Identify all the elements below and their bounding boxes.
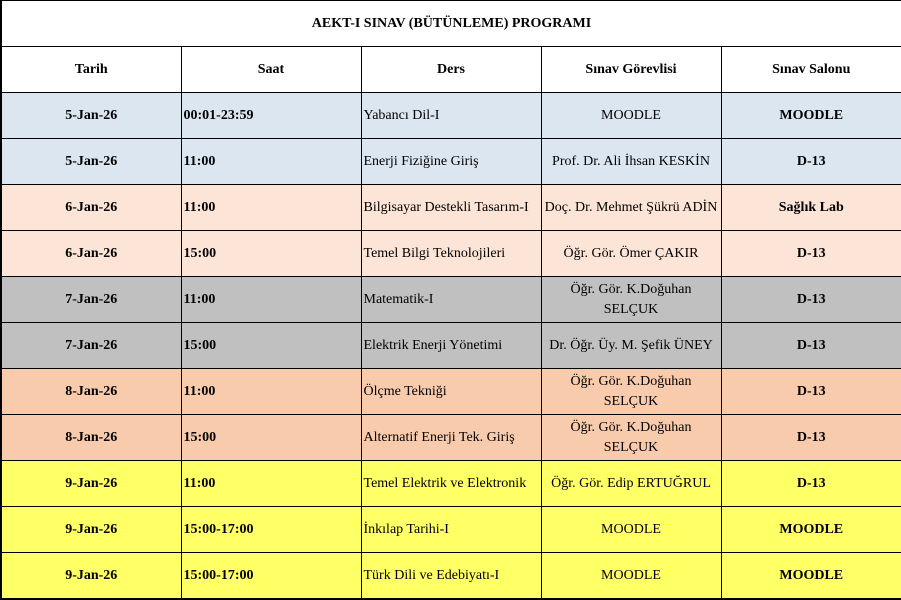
time-cell[interactable]: 11:00 xyxy=(181,185,361,231)
date-cell[interactable]: 9-Jan-26 xyxy=(1,553,181,600)
room-cell[interactable]: D-13 xyxy=(721,277,901,323)
room-cell[interactable]: MOODLE xyxy=(721,93,901,139)
header-date[interactable]: Tarih xyxy=(1,47,181,93)
course-cell[interactable]: Enerji Fiziğine Giriş xyxy=(361,139,541,185)
room-cell[interactable]: D-13 xyxy=(721,369,901,415)
time-cell[interactable]: 11:00 xyxy=(181,369,361,415)
date-cell[interactable]: 5-Jan-26 xyxy=(1,93,181,139)
time-cell[interactable]: 11:00 xyxy=(181,139,361,185)
proctor-cell[interactable]: Öğr. Gör. K.Doğuhan SELÇUK xyxy=(541,369,721,415)
time-cell[interactable]: 15:00 xyxy=(181,323,361,369)
proctor-cell[interactable]: Öğr. Gör. K.Doğuhan SELÇUK xyxy=(541,277,721,323)
proctor-cell[interactable]: Doç. Dr. Mehmet Şükrü ADİN xyxy=(541,185,721,231)
table-row xyxy=(1,185,901,231)
table-row xyxy=(1,507,901,553)
date-cell[interactable]: 5-Jan-26 xyxy=(1,139,181,185)
course-cell[interactable]: Temel Bilgi Teknolojileri xyxy=(361,231,541,277)
table-row xyxy=(1,461,901,507)
date-cell[interactable]: 8-Jan-26 xyxy=(1,415,181,461)
course-cell[interactable]: Temel Elektrik ve Elektronik xyxy=(361,461,541,507)
table-row xyxy=(1,139,901,185)
room-cell[interactable]: D-13 xyxy=(721,461,901,507)
proctor-cell[interactable]: Öğr. Gör. K.Doğuhan SELÇUK xyxy=(541,415,721,461)
room-cell[interactable]: D-13 xyxy=(721,323,901,369)
proctor-cell[interactable]: Dr. Öğr. Üy. M. Şefik ÜNEY xyxy=(541,323,721,369)
header-row xyxy=(1,47,901,93)
table-row xyxy=(1,369,901,415)
table-row xyxy=(1,93,901,139)
course-cell[interactable]: Türk Dili ve Edebiyatı-I xyxy=(361,553,541,600)
table-row xyxy=(1,277,901,323)
room-cell[interactable]: MOODLE xyxy=(721,507,901,553)
course-cell[interactable]: Matematik-I xyxy=(361,277,541,323)
time-cell[interactable]: 15:00-17:00 xyxy=(181,507,361,553)
proctor-cell[interactable]: MOODLE xyxy=(541,93,721,139)
room-cell[interactable]: Sağlık Lab xyxy=(721,185,901,231)
header-room[interactable]: Sınav Salonu xyxy=(721,47,901,93)
proctor-cell[interactable]: Öğr. Gör. Ömer ÇAKIR xyxy=(541,231,721,277)
time-cell[interactable]: 15:00 xyxy=(181,415,361,461)
time-cell[interactable]: 15:00-17:00 xyxy=(181,553,361,600)
proctor-cell[interactable]: MOODLE xyxy=(541,507,721,553)
table-row xyxy=(1,553,901,600)
room-cell[interactable]: MOODLE xyxy=(721,553,901,600)
header-time[interactable]: Saat xyxy=(181,47,361,93)
date-cell[interactable]: 7-Jan-26 xyxy=(1,323,181,369)
table-row xyxy=(1,231,901,277)
course-cell[interactable]: Yabancı Dil-I xyxy=(361,93,541,139)
course-cell[interactable]: Ölçme Tekniği xyxy=(361,369,541,415)
date-cell[interactable]: 6-Jan-26 xyxy=(1,231,181,277)
time-cell[interactable]: 11:00 xyxy=(181,461,361,507)
time-cell[interactable]: 15:00 xyxy=(181,231,361,277)
table-row xyxy=(1,323,901,369)
room-cell[interactable]: D-13 xyxy=(721,231,901,277)
date-cell[interactable]: 6-Jan-26 xyxy=(1,185,181,231)
course-cell[interactable]: Bilgisayar Destekli Tasarım-I xyxy=(361,185,541,231)
proctor-cell[interactable]: MOODLE xyxy=(541,553,721,600)
title-row xyxy=(1,1,901,47)
header-proctor[interactable]: Sınav Görevlisi xyxy=(541,47,721,93)
room-cell[interactable]: D-13 xyxy=(721,415,901,461)
course-cell[interactable]: İnkılap Tarihi-I xyxy=(361,507,541,553)
table-title[interactable]: AEKT-I SINAV (BÜTÜNLEME) PROGRAMI xyxy=(1,1,901,47)
course-cell[interactable]: Alternatif Enerji Tek. Giriş xyxy=(361,415,541,461)
date-cell[interactable]: 8-Jan-26 xyxy=(1,369,181,415)
room-cell[interactable]: D-13 xyxy=(721,139,901,185)
proctor-cell[interactable]: Öğr. Gör. Edip ERTUĞRUL xyxy=(541,461,721,507)
course-cell[interactable]: Elektrik Enerji Yönetimi xyxy=(361,323,541,369)
date-cell[interactable]: 7-Jan-26 xyxy=(1,277,181,323)
table-row xyxy=(1,415,901,461)
proctor-cell[interactable]: Prof. Dr. Ali İhsan KESKİN xyxy=(541,139,721,185)
time-cell[interactable]: 11:00 xyxy=(181,277,361,323)
time-cell[interactable]: 00:01-23:59 xyxy=(181,93,361,139)
header-course[interactable]: Ders xyxy=(361,47,541,93)
date-cell[interactable]: 9-Jan-26 xyxy=(1,507,181,553)
date-cell[interactable]: 9-Jan-26 xyxy=(1,461,181,507)
